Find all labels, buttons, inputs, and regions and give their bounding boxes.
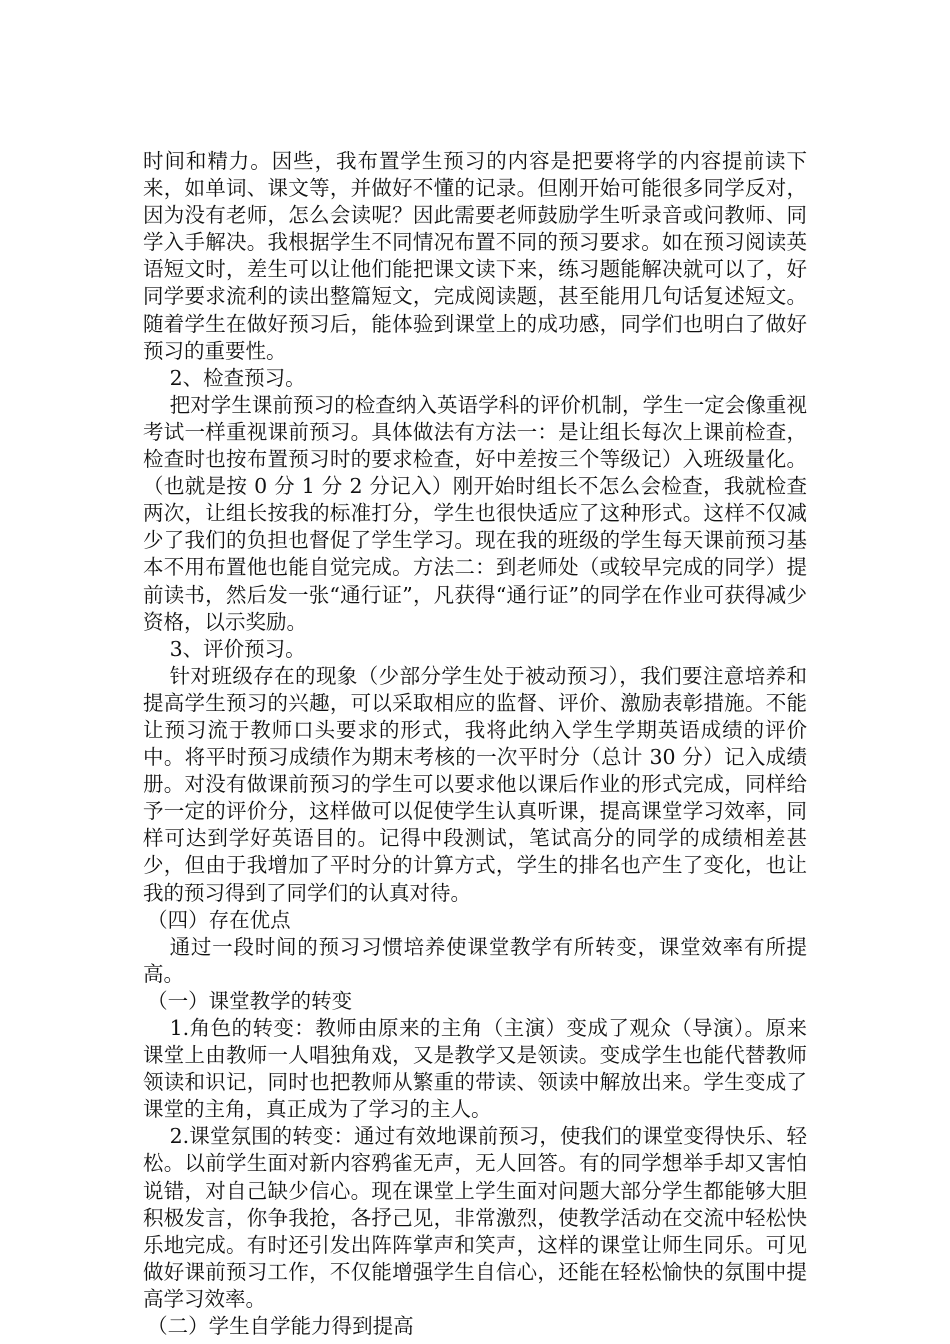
paragraph-atmosphere-change: 2.课堂氛围的转变：通过有效地课前预习，使我们的课堂变得快乐、轻松。以前学生面对新内容鸦雀无声，无人回答。有的同学想举手却又害怕说错，对自己缺少信心。现在课堂上学生面对问题大部分学生都能够大胆积极发言，你争我抢，各抒己见，非常激烈，使教学活动在交流中轻松快乐地完成。有时还引发出阵阵掌声和笑声，这样的课堂让师生同乐。可见做好课前预习工作，不仅能增强学生自信心，还能在轻松愉快的氛围中提高学习效率。 bbox=[143, 1124, 807, 1311]
heading-classroom-change: （一）课堂教学的转变 bbox=[147, 988, 353, 1013]
paragraph-advantages: 通过一段时间的预习习惯培养使课堂教学有所转变，课堂效率有所提高。 bbox=[143, 934, 807, 986]
paragraph-preview-content: 时间和精力。因些，我布置学生预习的内容是把要将学的内容提前读下来，如单词、课文等，并做好不懂的记录。但刚开始可能很多同学反对，因为没有老师，怎么会读呢？因此需要老师鼓励学生听录音或问教师、同学入手解决。我根据学生不同情况布置不同的预习要求。如在预习阅读英语短文时，差生可以让他们能把课文读下来，练习题能解决就可以了，好同学要求流利的读出整篇短文，完成阅读题，甚至能用几句话复述短文。随着学生在做好预习后，能体验到课堂上的成功感，同学们也明白了做好预习的重要性。 bbox=[143, 149, 807, 363]
document-body bbox=[143, 148, 807, 1340]
paragraph-check-preview: 把对学生课前预习的检查纳入英语学科的评价机制，学生一定会像重视考试一样重视课前预习。具体做法有方法一：是让组长每次上课前检查，检查时也按布置预习时的要求检查，好中差按三个等级记）入班级量化。（也就是按 0 分 1 分 2 分记入）刚开始时组长不怎么会检查，我就检查两次，让组长按我的标准打分，学生也很快适应了这种形式。这样不仅减少了我们的负担也督促了学生学习。现在我的班级的学生每天课前预习基本不用布置他也能自觉完成。方法二：到老师处（或较早完成的同学）提前读书，然后发一张“通行证”，凡获得“通行证”的同学在作业可获得减少资格，以示奖励。 bbox=[143, 392, 807, 634]
paragraph-evaluate-preview: 针对班级存在的现象（少部分学生处于被动预习），我们要注意培养和提高学生预习的兴趣，可以采取相应的监督、评价、激励表彰措施。不能让预习流于教师口头要求的形式，我将此纳入学生学期英语成绩的评价中。将平时预习成绩作为期末考核的一次平时分（总计 30 分）记入成绩册。对没有做课前预习的学生可以要求他以课后作业的形式完成，同样给予一定的评价分，这样做可以促使学生认真听课，提高课堂学习效率，同样可达到学好英语目的。记得中段测试，笔试高分的同学的成绩相差甚少，但由于我增加了平时分的计算方式，学生的排名也产生了变化，也让我的预习得到了同学们的认真对待。 bbox=[143, 663, 807, 905]
heading-evaluate-preview: 3、评价预习。 bbox=[169, 636, 306, 661]
heading-check-preview: 2、检查预习。 bbox=[169, 365, 306, 390]
heading-self-study-ability: （二）学生自学能力得到提高 bbox=[147, 1314, 414, 1339]
paragraph-role-change: 1.角色的转变：教师由原来的主角（主演）变成了观众（导演）。原来课堂上由教师一人唱独角戏，又是教学又是领读。变成学生也能代替教师领读和识记，同时也把教师从繁重的带读、领读中解放出来。学生变成了课堂的主角，真正成为了学习的主人。 bbox=[143, 1016, 807, 1122]
heading-advantages: （四）存在优点 bbox=[147, 907, 291, 932]
